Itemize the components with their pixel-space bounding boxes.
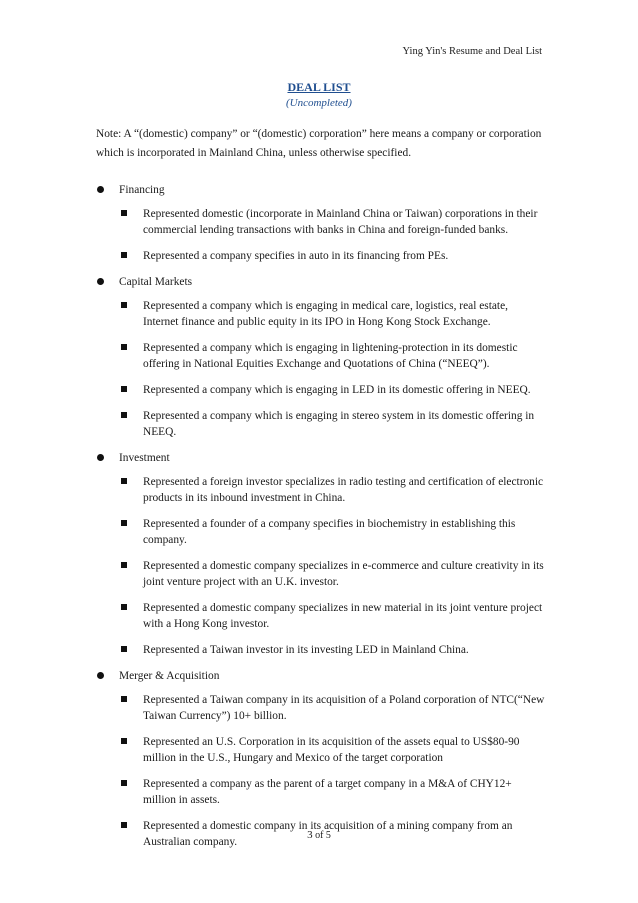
square-bullet-icon	[121, 344, 127, 350]
running-header: Ying Yin's Resume and Deal List	[402, 46, 542, 57]
list-item-text: Represented a founder of a company specifies in biochemistry in establishing this company.	[143, 518, 516, 546]
page-total: of 5	[315, 830, 331, 841]
square-bullet-icon	[121, 210, 127, 216]
section-heading-label: Merger & Acquisition	[119, 670, 220, 682]
bullet-dot-icon	[97, 672, 104, 679]
square-bullet-icon	[121, 780, 127, 786]
square-bullet-icon	[121, 302, 127, 308]
list-item-text: Represented a company which is engaging in medical care, logistics, real estate, Internet finance and public equity in its IPO in Hong Kong Stock Exchange.	[143, 300, 509, 328]
list-item-text: Represented a domestic company specializes in e-commerce and culture creativity in its joint venture project with an U.K. investor.	[143, 560, 544, 588]
list-item	[96, 382, 546, 398]
list-item	[96, 692, 546, 724]
list-item-text: Represented domestic (incorporate in Mainland China or Taiwan) corporations in their commercial lending transactions with banks in China and foreign-funded banks.	[143, 208, 538, 236]
list-item	[96, 298, 546, 330]
note-paragraph: Note: A “(domestic) company” or “(domestic) corporation” here means a company or corporation which is incorporated in Mainland China, unless otherwise specified.	[96, 128, 542, 159]
list-item	[96, 206, 546, 238]
list-item-text: Represented a company which is engaging in LED in its domestic offering in NEEQ.	[143, 384, 531, 396]
square-bullet-icon	[121, 412, 127, 418]
page-title: DEAL LIST	[287, 80, 351, 94]
section-heading	[96, 450, 546, 466]
square-bullet-icon	[121, 604, 127, 610]
list-item-text: Represented a domestic company in its acquisition of a mining company from an Australian company.	[143, 820, 513, 848]
list-item-text: Represented a foreign investor specializes in radio testing and certification of electronic products in its inbound investment in China.	[143, 476, 544, 504]
page-number: 3	[307, 829, 313, 841]
square-bullet-icon	[121, 822, 127, 828]
list-item	[96, 408, 546, 440]
list-item-text: Represented a Taiwan investor in its investing LED in Mainland China.	[143, 644, 469, 656]
list-item	[96, 340, 546, 372]
section-heading	[96, 274, 546, 290]
square-bullet-icon	[121, 386, 127, 392]
section-heading	[96, 668, 546, 684]
section-investment	[96, 450, 546, 658]
section-capital-markets	[96, 274, 546, 440]
square-bullet-icon	[121, 738, 127, 744]
section-merger-acquisition	[96, 668, 546, 850]
square-bullet-icon	[121, 562, 127, 568]
list-item	[96, 600, 546, 632]
list-item	[96, 776, 546, 808]
list-item-text: Represented an U.S. Corporation in its acquisition of the assets equal to US$80-90 million in the U.S., Hungary and Mexico of the target corporation	[143, 736, 520, 764]
section-heading-label: Financing	[119, 184, 165, 196]
page-subtitle: (Uncompleted)	[286, 97, 352, 109]
page-footer	[0, 829, 638, 841]
list-item	[96, 558, 546, 590]
list-item-text: Represented a company which is engaging in stereo system in its domestic offering in NEEQ.	[143, 410, 535, 438]
section-heading	[96, 182, 546, 198]
list-item	[96, 734, 546, 766]
section-heading-label: Capital Markets	[119, 276, 193, 288]
list-item	[96, 248, 546, 264]
list-item-text: Represented a company which is engaging in lightening-protection in its domestic offering in National Equities Exchange and Quotations of China (“NEEQ”).	[143, 342, 518, 370]
list-item-text: Represented a company as the parent of a target company in a M&A of CHY12+ million in assets.	[143, 778, 512, 806]
bullet-dot-icon	[97, 278, 104, 285]
list-item	[96, 642, 546, 658]
bullet-dot-icon	[97, 454, 104, 461]
list-item-text: Represented a domestic company specializes in new material in its joint venture project with a Hong Kong investor.	[143, 602, 543, 630]
bullet-dot-icon	[97, 186, 104, 193]
section-heading-label: Investment	[119, 452, 170, 464]
square-bullet-icon	[121, 696, 127, 702]
list-item	[96, 516, 546, 548]
section-financing	[96, 182, 546, 264]
square-bullet-icon	[121, 520, 127, 526]
list-item-text: Represented a company specifies in auto in its financing from PEs.	[143, 250, 449, 262]
square-bullet-icon	[121, 478, 127, 484]
deal-list	[96, 182, 546, 860]
square-bullet-icon	[121, 646, 127, 652]
list-item-text: Represented a Taiwan company in its acquisition of a Poland corporation of NTC(“New Taiwan Currency”) 10+ billion.	[143, 694, 545, 722]
list-item	[96, 474, 546, 506]
square-bullet-icon	[121, 252, 127, 258]
